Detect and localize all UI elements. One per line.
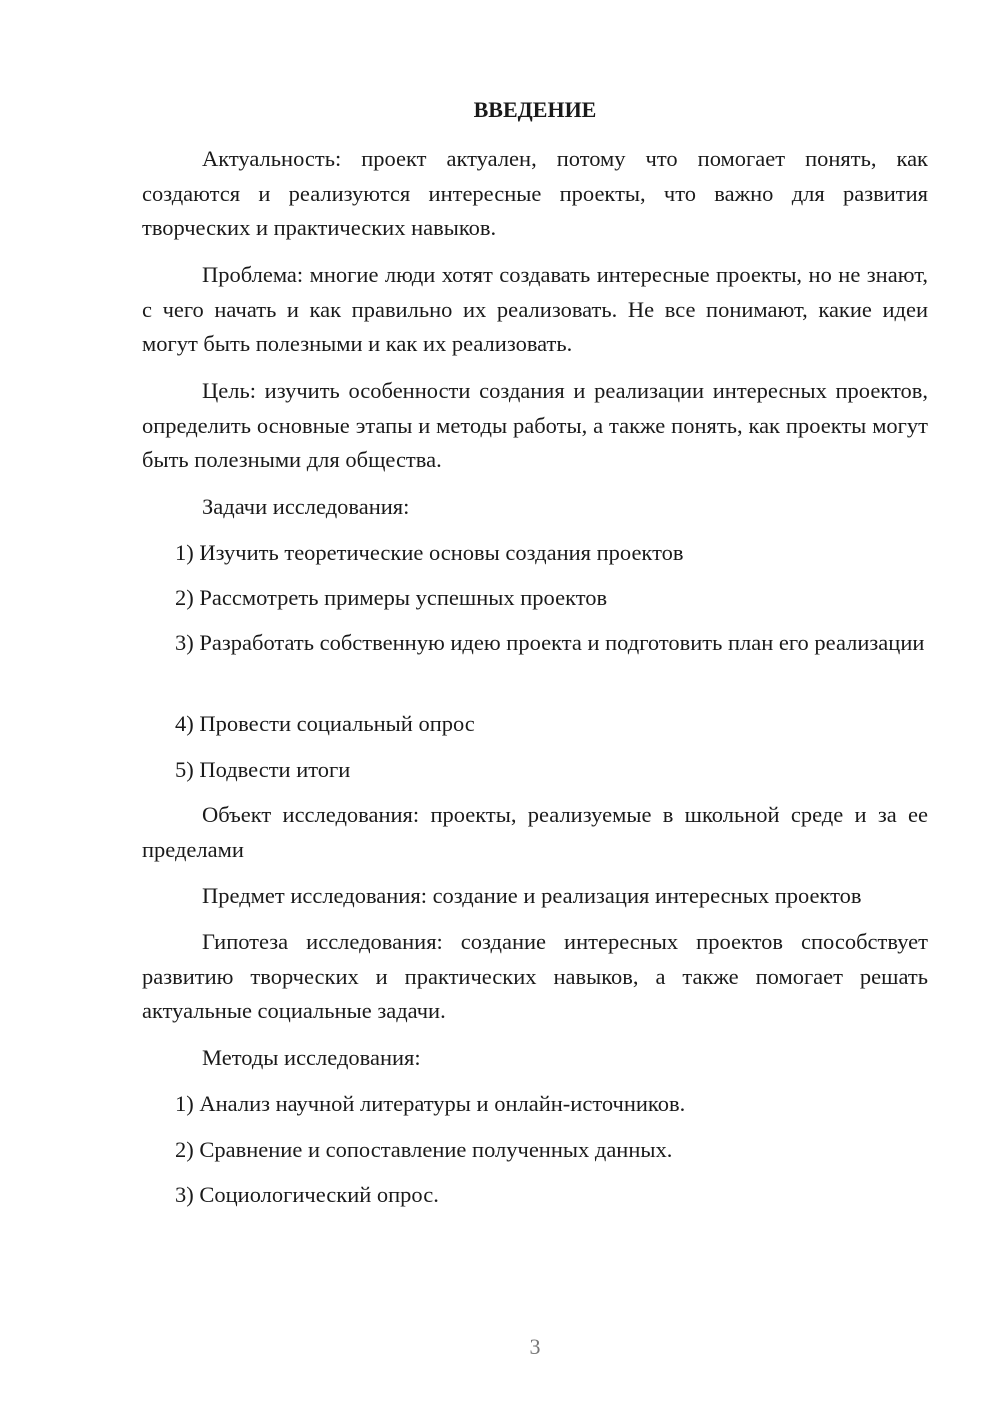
method-item: 3) Социологический опрос. [175, 1182, 439, 1207]
method-item: 1) Анализ научной литературы и онлайн-источников. [175, 1091, 686, 1116]
relevance-paragraph: Актуальность: проект актуален, потому что помогает понять, как создаются и реализуются интересные проекты, что важно для развития творческих и практических навыков. [142, 146, 928, 240]
page-title: ВВЕДЕНИЕ [473, 97, 597, 122]
object-paragraph: Объект исследования: проекты, реализуемые в школьной среде и за ее пределами [142, 802, 928, 862]
task-item: 4) Провести социальный опрос [175, 711, 475, 736]
page-number: 3 [529, 1334, 541, 1359]
task-item: 1) Изучить теоретические основы создания проектов [175, 540, 684, 565]
hypothesis-paragraph: Гипотеза исследования: создание интересных проектов способствует развитию творческих и практических навыков, а также помогает решать актуальные социальные задачи. [142, 929, 928, 1023]
task-item: 3) Разработать собственную идею проекта и подготовить план его реализации [175, 630, 925, 655]
method-item: 2) Сравнение и сопоставление полученных данных. [175, 1137, 673, 1162]
task-item: 2) Рассмотреть примеры успешных проектов [175, 585, 608, 610]
tasks-heading: Задачи исследования: [202, 494, 410, 519]
methods-heading: Методы исследования: [202, 1045, 421, 1070]
goal-paragraph: Цель: изучить особенности создания и реализации интересных проектов, определить основные этапы и методы работы, а также понять, как проекты могут быть полезными для общества. [142, 378, 928, 472]
subject-paragraph: Предмет исследования: создание и реализация интересных проектов [202, 883, 862, 908]
task-item: 5) Подвести итоги [175, 757, 351, 782]
problem-paragraph: Проблема: многие люди хотят создавать интересные проекты, но не знают, с чего начать и как правильно их реализовать. Не все понимают, какие идеи могут быть полезными и как их реализовать. [142, 262, 928, 356]
